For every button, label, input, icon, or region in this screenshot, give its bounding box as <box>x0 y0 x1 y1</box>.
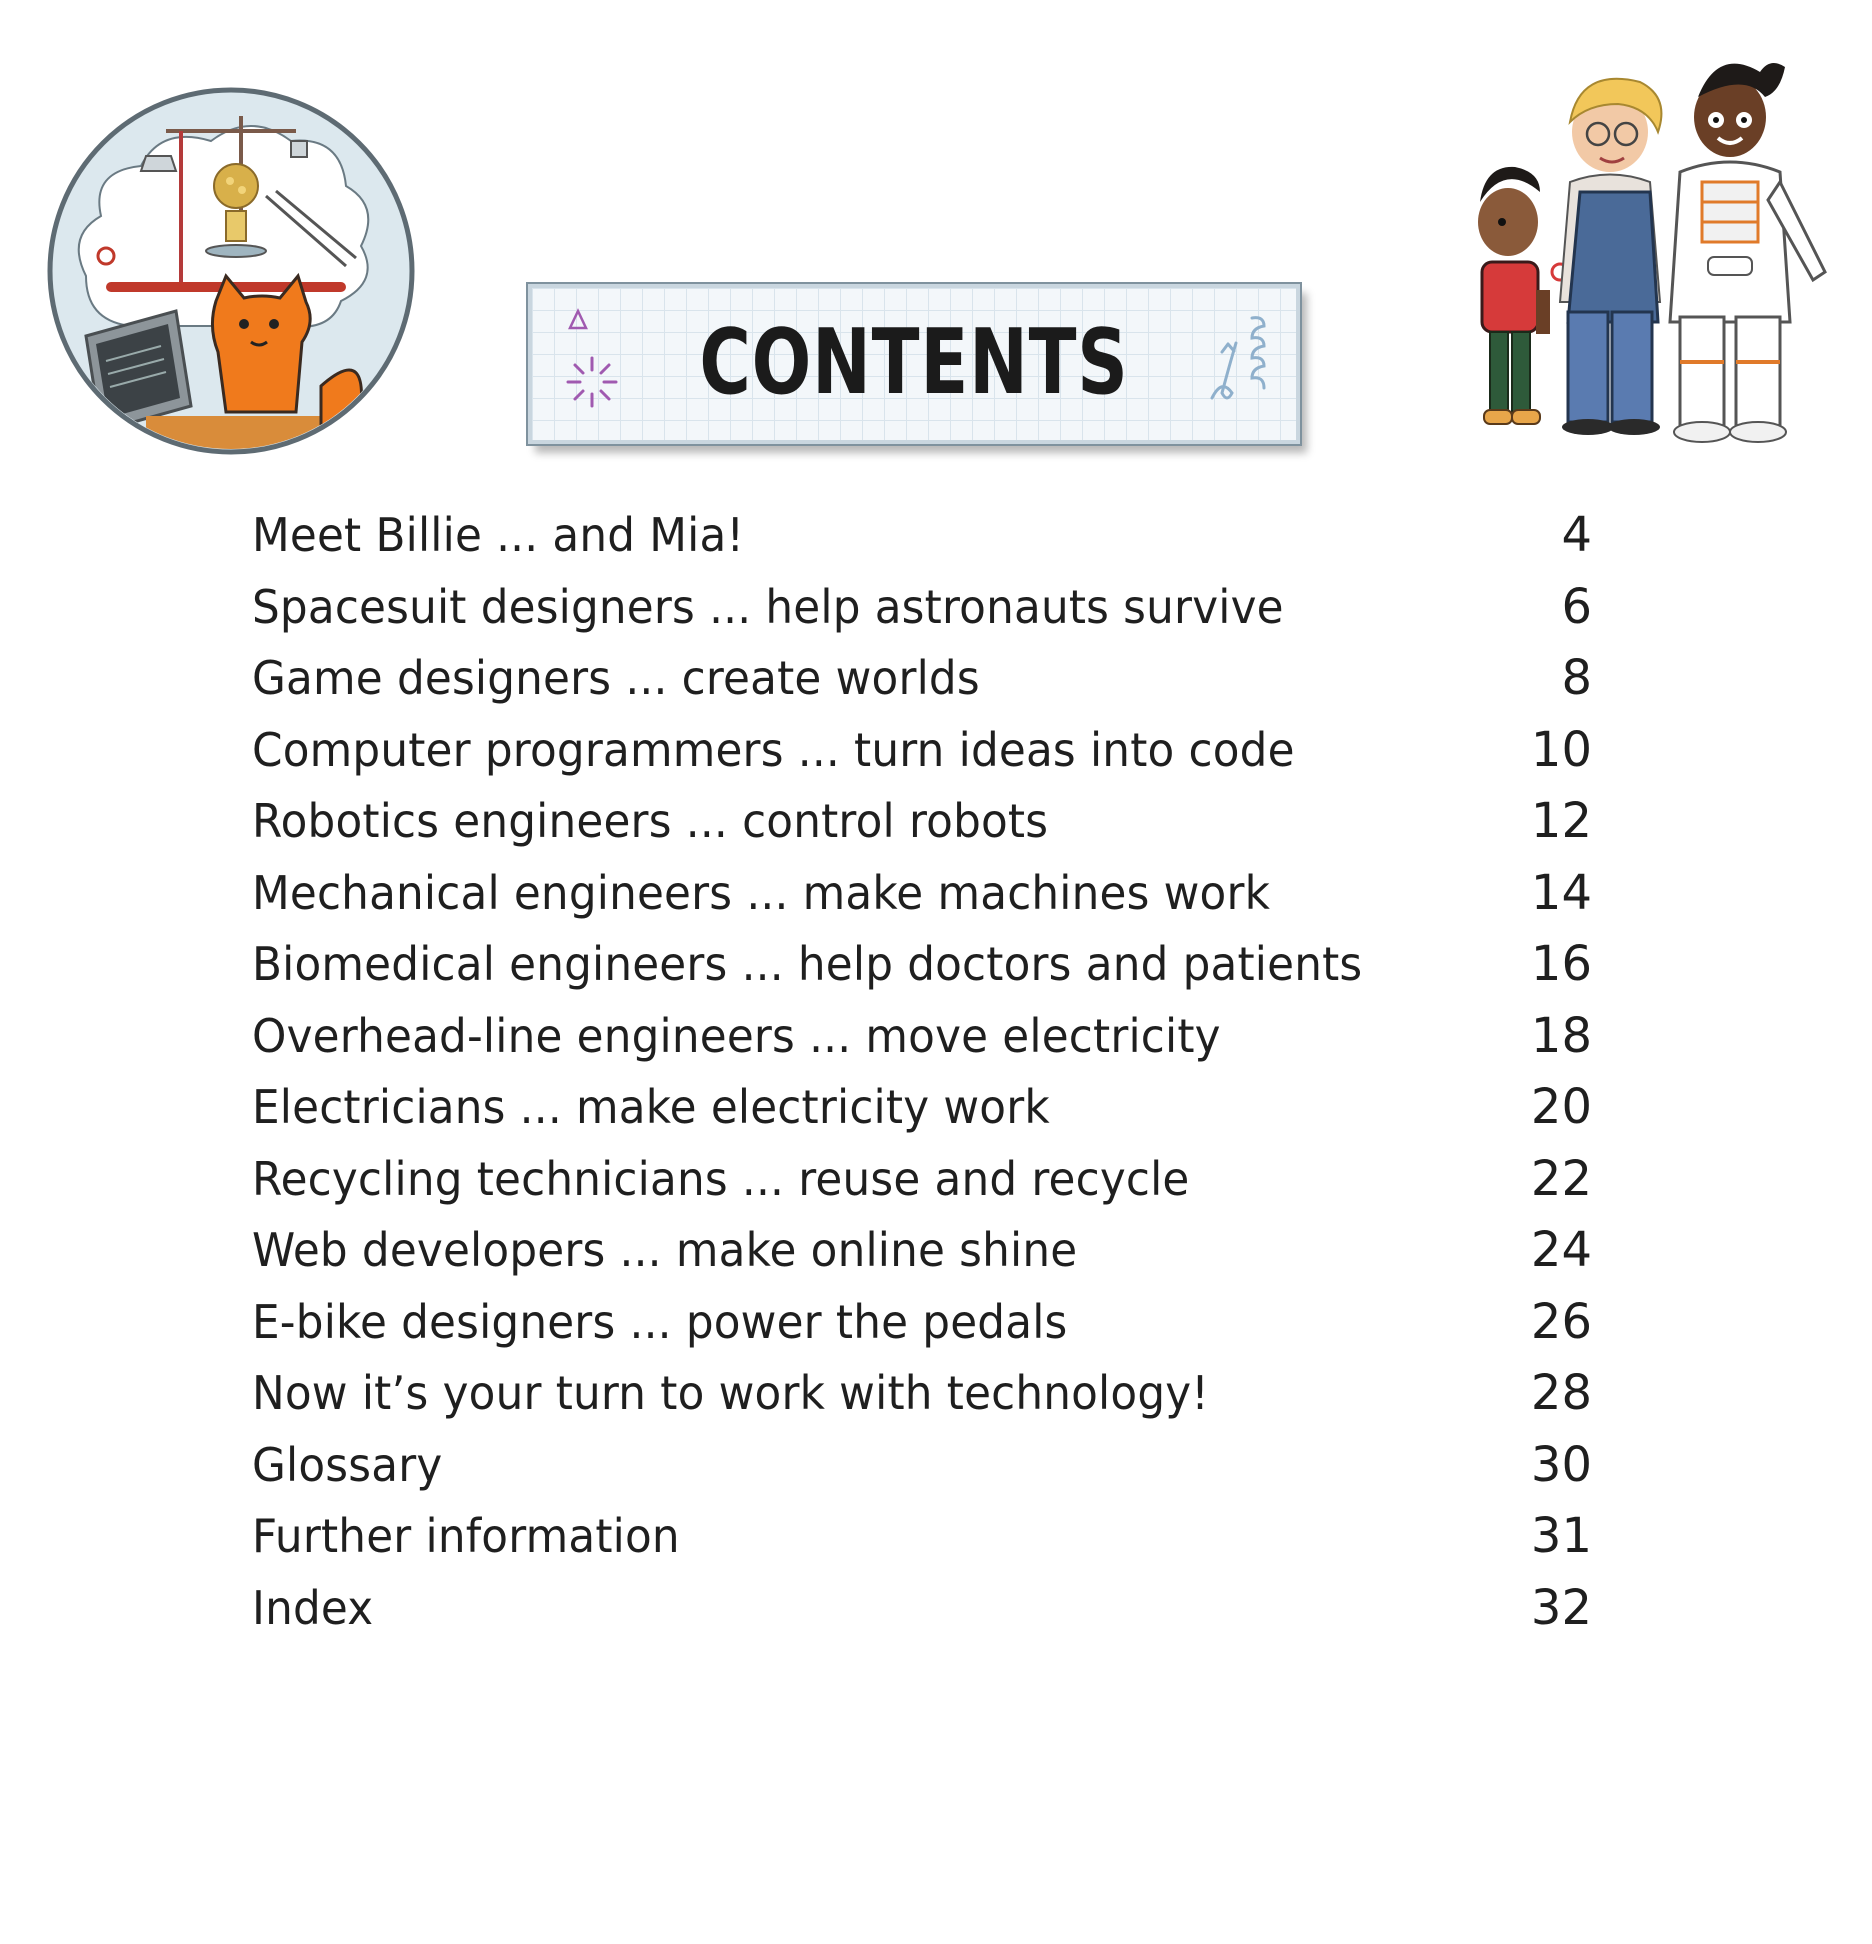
page-title: CONTENTS <box>699 310 1129 415</box>
toc-entry[interactable] <box>252 1144 1592 1216</box>
toc-entry[interactable] <box>252 1358 1592 1430</box>
toc-entry-title: Glossary <box>252 1437 443 1492</box>
toc-entry-title: Overhead-line engineers ... move electricity <box>252 1008 1221 1063</box>
toc-entry[interactable] <box>252 929 1592 1001</box>
pencil-scribble-icon <box>1202 308 1282 418</box>
toc-entry-page: 28 <box>1530 1365 1592 1421</box>
flask-doodle-icon <box>566 308 590 332</box>
toc-entry[interactable] <box>252 1215 1592 1287</box>
toc-entry-title: Game designers ... create worlds <box>252 651 980 705</box>
sparkle-doodle-icon <box>562 352 622 412</box>
circle-machine-fox-illustration <box>46 86 416 456</box>
toc-entry[interactable] <box>252 572 1592 644</box>
toc-entry[interactable] <box>252 1287 1592 1359</box>
toc-entry[interactable] <box>252 715 1592 787</box>
contents-banner <box>528 284 1300 444</box>
toc-entry[interactable] <box>252 643 1592 715</box>
toc-entry-page: 22 <box>1530 1150 1592 1207</box>
toc-entry-page: 4 <box>1561 507 1592 563</box>
toc-entry[interactable] <box>252 1573 1592 1645</box>
toc-entry-title: Biomedical engineers ... help doctors and patients <box>252 937 1363 991</box>
toc-entry-page: 10 <box>1530 721 1592 778</box>
toc-entry-page: 12 <box>1530 793 1592 849</box>
toc-entry-title: Web developers ... make online shine <box>252 1223 1078 1277</box>
toc-entry[interactable] <box>252 1072 1592 1144</box>
toc-entry-title: Further information <box>252 1509 680 1563</box>
toc-entry-page: 26 <box>1530 1293 1592 1350</box>
toc-entry-title: Recycling technicians ... reuse and recycle <box>252 1151 1190 1206</box>
toc-entry-title: Electricians ... make electricity work <box>252 1080 1050 1134</box>
toc-entry[interactable] <box>252 858 1592 930</box>
toc-entry-page: 30 <box>1530 1436 1592 1493</box>
toc-entry[interactable] <box>252 1501 1592 1573</box>
toc-entry-title: Computer programmers ... turn ideas into code <box>252 722 1295 777</box>
toc-entry[interactable] <box>252 1001 1592 1073</box>
contents-list <box>252 500 1592 1644</box>
toc-entry-title: Now it’s your turn to work with technology! <box>252 1366 1210 1420</box>
toc-entry-title: Mechanical engineers ... make machines work <box>252 865 1271 920</box>
toc-entry-title: Meet Billie ... and Mia! <box>252 508 745 562</box>
toc-entry-page: 16 <box>1530 936 1592 992</box>
toc-entry-title: Robotics engineers ... control robots <box>252 794 1049 848</box>
toc-entry-page: 14 <box>1530 864 1592 921</box>
toc-entry[interactable] <box>252 1430 1592 1502</box>
toc-entry[interactable] <box>252 500 1592 572</box>
engineers-spacesuit-illustration <box>1440 62 1840 454</box>
toc-entry-title: Index <box>252 1580 374 1635</box>
toc-entry-page: 24 <box>1530 1222 1592 1278</box>
toc-entry-page: 20 <box>1530 1079 1592 1135</box>
toc-entry-page: 8 <box>1561 650 1592 706</box>
toc-entry-title: Spacesuit designers ... help astronauts survive <box>252 579 1284 634</box>
toc-entry-page: 32 <box>1530 1579 1592 1636</box>
toc-entry-page: 18 <box>1530 1007 1592 1064</box>
toc-entry-page: 6 <box>1561 578 1592 635</box>
toc-entry-page: 31 <box>1530 1508 1592 1564</box>
toc-entry-title: E-bike designers ... power the pedals <box>252 1294 1068 1349</box>
toc-entry[interactable] <box>252 786 1592 858</box>
